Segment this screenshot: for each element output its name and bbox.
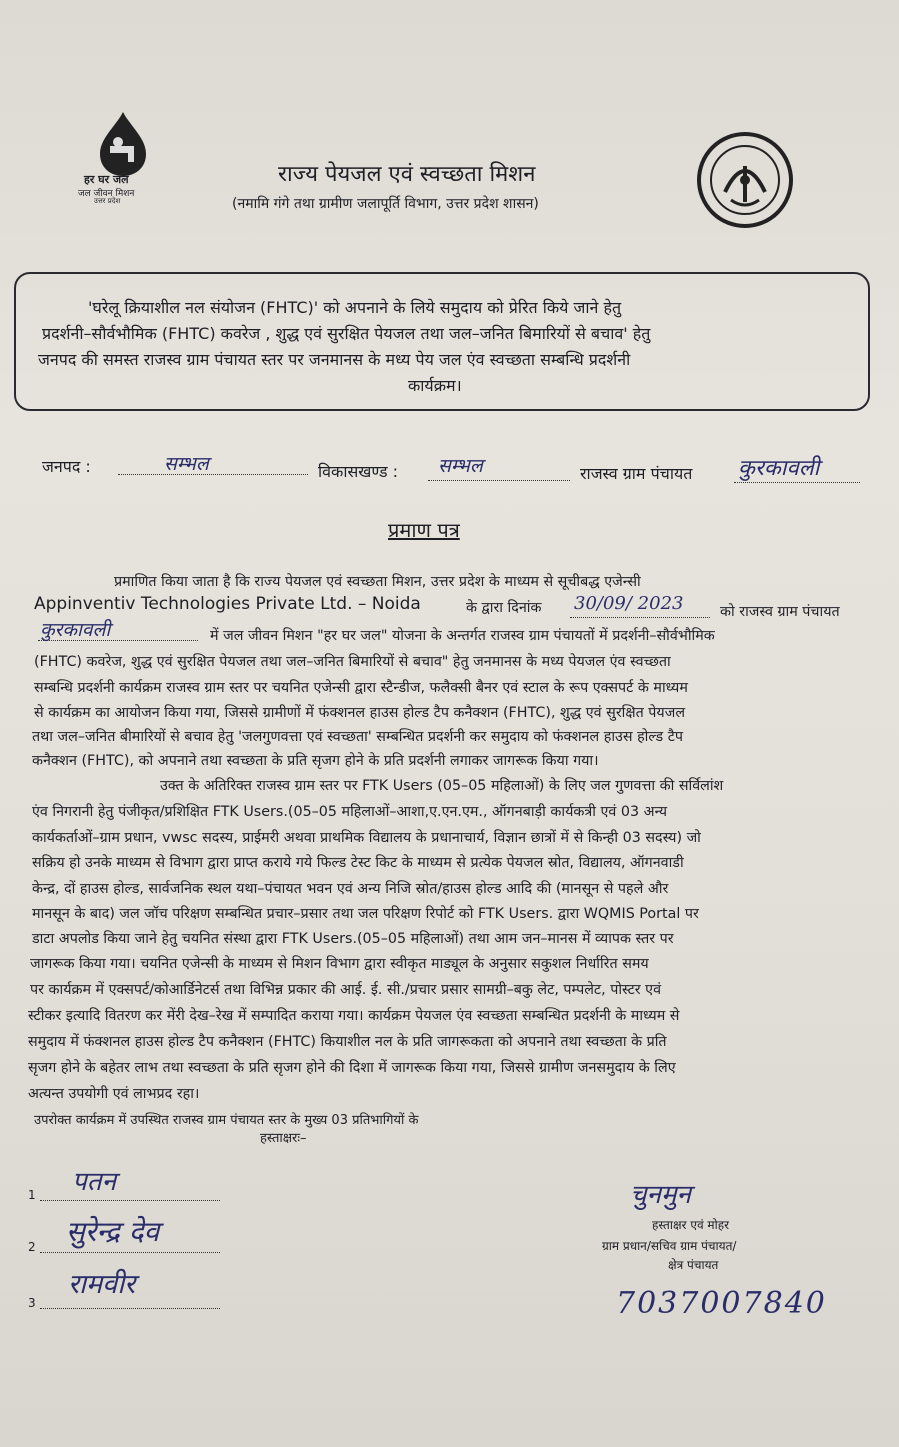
vikaskhand-dotted-line xyxy=(428,480,570,481)
janpad-dotted-line xyxy=(118,474,308,475)
participant-3-signature: रामवीर xyxy=(68,1269,136,1300)
para2-line-13: अत्यन्त उपयोगी एवं लाभप्रद रहा। xyxy=(28,1086,200,1102)
participant-2-line xyxy=(40,1252,220,1253)
para2-line-1: उक्त के अतिरिक्त राजस्व ग्राम स्तर पर FTK Users (05–05 महिलाओं) के लिए जल गुणवत्ता की सर्विलांश xyxy=(160,778,724,794)
para1-line-4: (FHTC) कवरेज, शुद्ध एवं सुरक्षित पेयजल तथा जल–जनित बिमारियों से बचाव" हेतु जनमानस के मध्य पेयजल एंव स्वच्छता xyxy=(34,654,671,670)
document-title: प्रमाण पत्र xyxy=(388,518,460,542)
logo-line-1: हर घर जल xyxy=(84,173,129,186)
para2-line-6: मानसून के बाद) जल जॉच परिक्षण सम्बन्धित प्रचार–प्रसार तथा जल परिक्षण रिपोर्ट को FTK Users. द्वारा WQMIS Portal पर xyxy=(32,906,699,922)
para1-line-2-end: को राजस्व ग्राम पंचायत xyxy=(720,604,840,620)
para1-line-3: में जल जीवन मिशन "हर घर जल" योजना के अन्तर्गत राजस्व ग्राम पंचायतों में प्रदर्शनी–सौर्वभौमिक xyxy=(210,628,715,644)
pradhan-line-1: हस्ताक्षर एवं मोहर xyxy=(652,1218,730,1232)
signatures-intro-2: हस्ताक्षरः– xyxy=(260,1131,307,1146)
har-ghar-jal-logo xyxy=(78,108,168,208)
date-value: 30/09/ 2023 xyxy=(574,593,684,614)
gram-panchayat-label: राजस्व ग्राम पंचायत xyxy=(580,464,693,483)
date-label: के द्वारा दिनांक xyxy=(466,600,542,616)
box-line-2: प्रदर्शनी–सौर्वभौमिक (FHTC) कवरेज , शुद्ध एवं सुरक्षित पेयजल तथा जल–जनित बिमारियों से बचाव' हेतु xyxy=(42,324,651,343)
up-government-emblem xyxy=(695,130,795,230)
pradhan-phone: 7037007840 xyxy=(616,1286,827,1321)
box-line-3: जनपद की समस्त राजस्व ग्राम पंचायत स्तर पर जनमानस के मध्य पेय जल एंव स्वच्छता सम्बन्धि प्रदर्शनी xyxy=(38,350,631,369)
para1-line-6: से कार्यक्रम का आयोजन किया गया, जिससे ग्रामीणों में फंक्शनल हाउस होल्ड टैप कनैक्शन (FHTC), शुद्ध एवं सुरक्षित पेयजल xyxy=(34,705,686,721)
logo-line-2: जल जीवन मिशन xyxy=(78,189,135,199)
emblem-seal-icon xyxy=(695,130,795,230)
logo-line-3: उत्तर प्रदेश xyxy=(94,197,121,205)
participant-2-signature: सुरेन्द्र देव xyxy=(66,1215,160,1248)
para2-line-2: एंव निगरानी हेतु पंजीकृत/प्रशिक्षित FTK Users.(05–05 महिलाओं–आशा,ए.एन.एम., ऑगनबाड़ी कार्यकत्री एवं 03 अन्य xyxy=(32,804,668,820)
box-line-1: 'घरेलू क्रियाशील नल संयोजन (FHTC)' को अपनाने के लिये समुदाय को प्रेरित किये जाने हेतु xyxy=(88,298,622,317)
participant-1-line xyxy=(40,1200,220,1201)
vikaskhand-value: सम्भल xyxy=(438,455,483,477)
para1-line-1: प्रमाणित किया जाता है कि राज्य पेयजल एवं स्वच्छता मिशन, उत्तर प्रदेश के माध्यम से सूचीबद्ध एजेन्सी xyxy=(114,574,641,590)
participant-2-number: 2 xyxy=(28,1240,36,1254)
date-dotted-line xyxy=(570,617,710,618)
para1-line-5: सम्बन्धि प्रदर्शनी कार्यक्रम राजस्व ग्राम स्तर पर चयनित एजेन्सी द्वारा स्टैन्डीज, फलैक्सी बैनर एवं स्टाल के रूप एक्सपर्ट के माध्यम xyxy=(34,680,688,696)
water-drop-tap-icon xyxy=(78,108,168,178)
participant-3-line xyxy=(40,1308,220,1309)
box-line-4: कार्यक्रम। xyxy=(408,376,462,395)
signatures-intro-1: उपरोक्त कार्यक्रम में उपस्थित राजस्व ग्राम पंचायत स्तर के मुख्य 03 प्रतिभागियों के xyxy=(34,1113,419,1128)
janpad-label: जनपद : xyxy=(42,457,91,476)
body-gram-value: कुरकावली xyxy=(40,619,111,641)
participant-1-signature: पतन xyxy=(72,1167,117,1197)
vikaskhand-label: विकासखण्ड : xyxy=(318,462,399,481)
para2-line-3: कार्यकर्ताओं–ग्राम प्रधान, vwsc सदस्य, प्राईमरी अथवा प्राथमिक विद्यालय के प्रधानाचार्य, विज्ञान छात्रों में से किन्ही 03 सदस्य) जो xyxy=(32,830,701,846)
pradhan-line-3: क्षेत्र पंचायत xyxy=(668,1258,719,1272)
mission-subtitle: (नमामि गंगे तथा ग्रामीण जलापूर्ति विभाग, उत्तर प्रदेश शासन) xyxy=(232,196,539,212)
para1-line-7: तथा जल–जनित बीमारियों से बचाव हेतु 'जलगुणवत्ता एवं स्वच्छता' सम्बन्धित प्रदर्शनी कर समुदाय को फंक्शनल हाउस होल्ड टैप xyxy=(32,729,684,745)
para2-line-12: सृजग होने के बहेतर लाभ तथा स्वच्छता के प्रति सृजग होने की दिशा में जागरूक किया गया, जिससे ग्रामीण जनसमुदाय के लिए xyxy=(28,1060,676,1076)
participant-3-number: 3 xyxy=(28,1296,36,1310)
janpad-value: सम्भल xyxy=(164,453,209,475)
para2-line-4: सक्रिय हो उनके माध्यम से विभाग द्वारा प्राप्त कराये गये फिल्ड टेस्ट किट के माध्यम से प्रत्येक पेयजल स्रोत, विद्यालय, ऑगनवाडी xyxy=(32,855,684,871)
pradhan-signature: चुनमुन xyxy=(630,1180,691,1210)
para1-line-8: कनैक्शन (FHTC), को अपनाने तथा स्वच्छता के प्रति सृजग होने के प्रति प्रदर्शनी लगाकर जागरूक किया गया। xyxy=(32,753,599,769)
gram-panchayat-dotted-line xyxy=(734,482,860,483)
gram-panchayat-value: कुरकावली xyxy=(738,456,820,481)
para2-line-11: समुदाय में फंक्शनल हाउस होल्ड टैप कनैक्शन (FHTC) कियाशील नल के प्रति जागरूकता को अपनाने तथा स्वच्छता के प्रति xyxy=(28,1034,667,1050)
para2-line-9: पर कार्यक्रम में एक्सपर्ट/कोआर्डिनेटर्स तथा विभिन्न प्रकार की आई. ई. सी./प्रचार प्रसार सामग्री–बकु लेट, पम्पलेट, पोस्टर एवं xyxy=(30,982,662,998)
para2-line-10: स्टीकर इत्यादि वितरण कर मेंरी देख–रेख में सम्पादित कराया गया। कार्यक्रम पेयजल एंव स्वच्छता सम्बन्धित प्रदर्शनी के माध्यम से xyxy=(28,1008,680,1024)
participant-1-number: 1 xyxy=(28,1188,36,1202)
agency-name: Appinventiv Technologies Private Ltd. – Noida xyxy=(34,594,421,614)
para2-line-7: डाटा अपलोड किया जाने हेतु चयनित संस्था द्वारा FTK Users.(05–05 महिलाओं) तथा आम जन–मानस में व्यापक स्तर पर xyxy=(32,931,674,947)
para2-line-8: जागरूक किया गया। चयनित एजेन्सी के माध्यम से मिशन विभाग द्वारा स्वीकृत माड्यूल के अनुसार सकुशल निर्धारित समय xyxy=(30,956,649,972)
mission-title: राज्य पेयजल एवं स्वच्छता मिशन xyxy=(278,162,536,187)
para2-line-5: केन्द्र, दों हाउस होल्ड, सार्वजनिक स्थल यथा–पंचायत भवन एवं अन्य निजि स्रोत/हाउस होल्ड आदि की (मानसून से पहले और xyxy=(32,881,669,897)
pradhan-line-2: ग्राम प्रधान/सचिव ग्राम पंचायत/ xyxy=(602,1239,737,1253)
programme-heading-box xyxy=(14,272,870,411)
